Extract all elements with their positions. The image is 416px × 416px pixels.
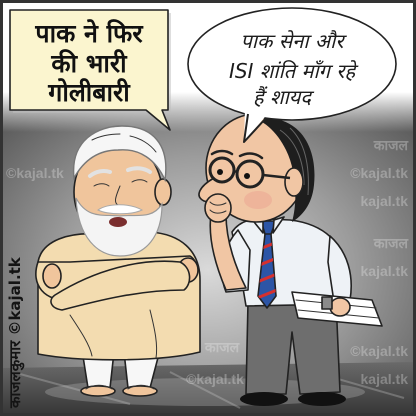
- caption-line: की भारी: [51, 49, 127, 78]
- speech-line: ISI शांति माँग रहे: [228, 59, 356, 83]
- left-ear: [155, 179, 171, 205]
- watermark-text: ©kajal.tk: [6, 165, 64, 181]
- watermark-text: kajal.tk: [360, 193, 408, 209]
- right-ear: [285, 168, 303, 196]
- hand-on-chin: [205, 194, 231, 222]
- open-mouth: [109, 217, 127, 227]
- watermark-text: ©kajal.tk: [350, 165, 408, 181]
- watermark-text: काजल: [204, 339, 240, 355]
- right-shoe: [298, 392, 346, 406]
- watermark-text: kajal.tk: [360, 263, 408, 279]
- artist-credit: काजलकुमार ©kajal.tk: [6, 257, 24, 408]
- cheek-blush: [244, 191, 272, 209]
- watermark-text: kajal.tk: [360, 371, 408, 387]
- caption-line: गोलीबारी: [48, 78, 130, 107]
- right-hand: [330, 298, 350, 316]
- caption-box: [10, 10, 171, 130]
- left-shoe: [240, 392, 288, 406]
- watermark-text: काजल: [373, 235, 408, 251]
- left-eye: [217, 169, 223, 175]
- watermark-text: काजल: [373, 137, 408, 153]
- glasses-bridge: [234, 171, 237, 172]
- right-eye: [244, 173, 250, 179]
- wristwatch: [322, 297, 332, 309]
- watermark-text: ©kajal.tk: [350, 343, 408, 359]
- watermark-text: ©kajal.tk: [186, 371, 244, 387]
- caption-line: पाक ने फिर: [35, 19, 143, 48]
- front-hand: [43, 264, 61, 288]
- speech-line: हैं शायद: [253, 85, 311, 109]
- speech-line: पाक सेना और: [240, 29, 344, 53]
